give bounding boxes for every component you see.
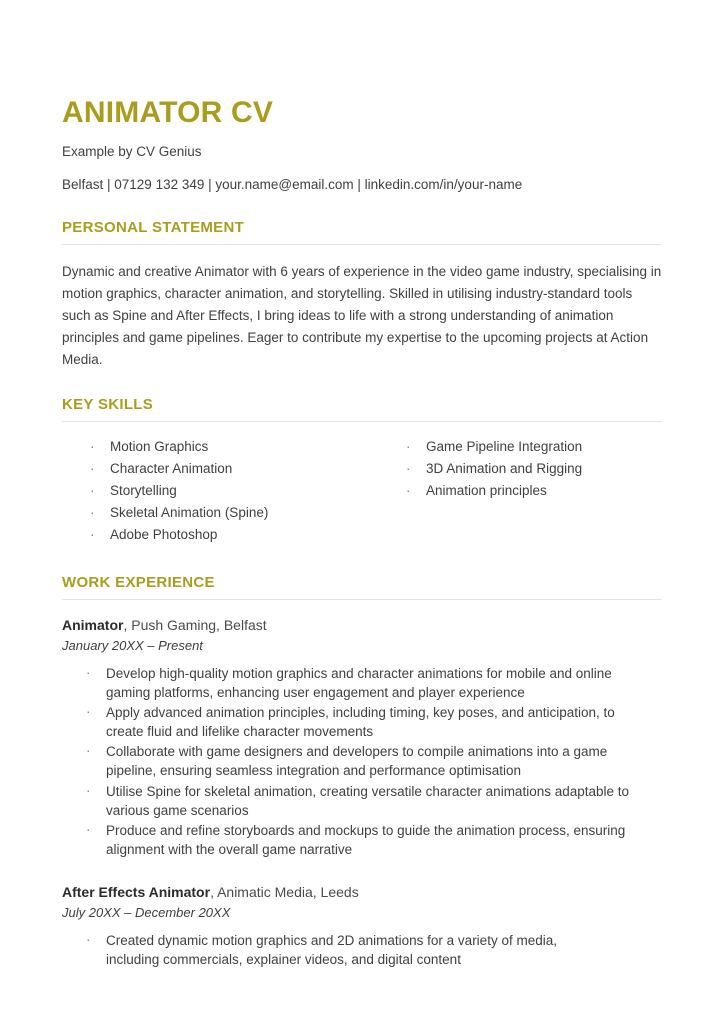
list-item xyxy=(62,821,662,859)
bullet-icon: · xyxy=(90,505,95,521)
skill-label: 3D Animation and Rigging xyxy=(426,461,583,477)
bullet-text: Produce and refine storyboards and mockups to guide the animation process, ensuring alignment with the overall game narrative xyxy=(106,822,626,858)
list-item xyxy=(62,438,362,456)
bullet-icon: · xyxy=(90,527,95,543)
bullet-text: Develop high-quality motion graphics and character animations for mobile and online gaming platforms, enhancing user engagement and player experience xyxy=(106,665,612,700)
bullet-text: Collaborate with game designers and developers to compile animations into a game pipeline, ensuring seamless integration and performance optimisation xyxy=(106,744,608,779)
bullet-icon: · xyxy=(86,782,91,798)
job-dates: July 20XX – December 20XX xyxy=(62,904,231,920)
job-company-location: , Animatic Media, Leeds xyxy=(210,884,359,901)
skill-label: Storytelling xyxy=(110,483,177,499)
section-heading-key-skills: KEY SKILLS xyxy=(62,396,154,414)
job-dates: January 20XX – Present xyxy=(62,637,203,653)
section-heading-personal-statement: PERSONAL STATEMENT xyxy=(62,219,245,237)
list-item xyxy=(62,782,662,820)
bullet-icon: · xyxy=(406,483,411,499)
bullet-icon: · xyxy=(90,439,95,455)
job-bullet-list xyxy=(62,664,662,860)
list-item xyxy=(62,460,362,478)
list-item xyxy=(378,482,662,500)
list-item xyxy=(378,438,662,456)
bullet-icon: · xyxy=(90,483,95,499)
job-role: After Effects Animator xyxy=(62,884,211,901)
bullet-icon: · xyxy=(86,931,91,947)
job-entry xyxy=(62,616,662,859)
bullet-icon: · xyxy=(86,664,91,680)
section-divider xyxy=(62,244,662,245)
list-item xyxy=(378,460,662,478)
job-role: Animator xyxy=(62,617,124,634)
skill-label: Character Animation xyxy=(110,461,233,477)
list-item xyxy=(62,931,662,969)
section-divider xyxy=(62,599,662,600)
bullet-text: Utilise Spine for skeletal animation, creating versatile character animations adaptable to various game scenarios xyxy=(106,783,630,818)
bullet-icon: · xyxy=(406,461,411,477)
section-key-skills xyxy=(62,396,662,548)
bullet-icon: · xyxy=(86,703,91,719)
skill-label: Game Pipeline Integration xyxy=(426,439,583,455)
skill-label: Adobe Photoshop xyxy=(110,527,218,543)
list-item xyxy=(62,482,362,500)
list-item xyxy=(62,526,362,544)
bullet-icon: · xyxy=(86,743,91,759)
bullet-icon: · xyxy=(90,461,95,477)
list-item xyxy=(62,703,662,741)
list-item xyxy=(62,504,362,522)
section-work-experience xyxy=(62,574,662,969)
section-heading-work-experience: WORK EXPERIENCE xyxy=(62,574,215,592)
job-bullet-list xyxy=(62,931,662,969)
skill-label: Skeletal Animation (Spine) xyxy=(110,505,269,521)
contact-line: Belfast | 07129 132 349 | your.name@email.com | linkedin.com/in/your-name xyxy=(62,176,523,192)
list-item xyxy=(62,664,662,702)
list-item xyxy=(62,742,662,780)
skill-label: Animation principles xyxy=(426,483,547,499)
skill-label: Motion Graphics xyxy=(110,439,209,455)
job-company-location: , Push Gaming, Belfast xyxy=(123,617,267,634)
job-title-line xyxy=(62,883,662,903)
personal-statement-body: Dynamic and creative Animator with 6 years of experience in the video game industry, specialising in motion graphics, character animation, and storytelling. Skilled in utilising industry-standard tools such as Spine and After Effects, I bring ideas to life with a strong understanding of animation principles and game pipelines. Eager to contribute my expertise to the upcoming projects at Action Media. xyxy=(62,264,662,367)
cv-content xyxy=(62,96,662,969)
section-personal-statement xyxy=(62,219,662,370)
job-entry xyxy=(62,883,662,969)
page-title: ANIMATOR CV xyxy=(62,96,274,129)
bullet-text: Created dynamic motion graphics and 2D animations for a variety of media, including commercials, explainer videos, and digital content xyxy=(106,932,557,967)
bullet-text: Apply advanced animation principles, including timing, key poses, and anticipation, to create fluid and lifelike character movements xyxy=(106,704,615,740)
section-divider xyxy=(62,421,662,422)
job-title-line xyxy=(62,616,662,636)
skills-column-left xyxy=(62,438,362,548)
bullet-icon: · xyxy=(406,439,411,455)
bullet-icon: · xyxy=(86,821,91,837)
skills-columns xyxy=(62,438,662,548)
byline: Example by CV Genius xyxy=(62,144,202,159)
skills-column-right xyxy=(362,438,662,548)
